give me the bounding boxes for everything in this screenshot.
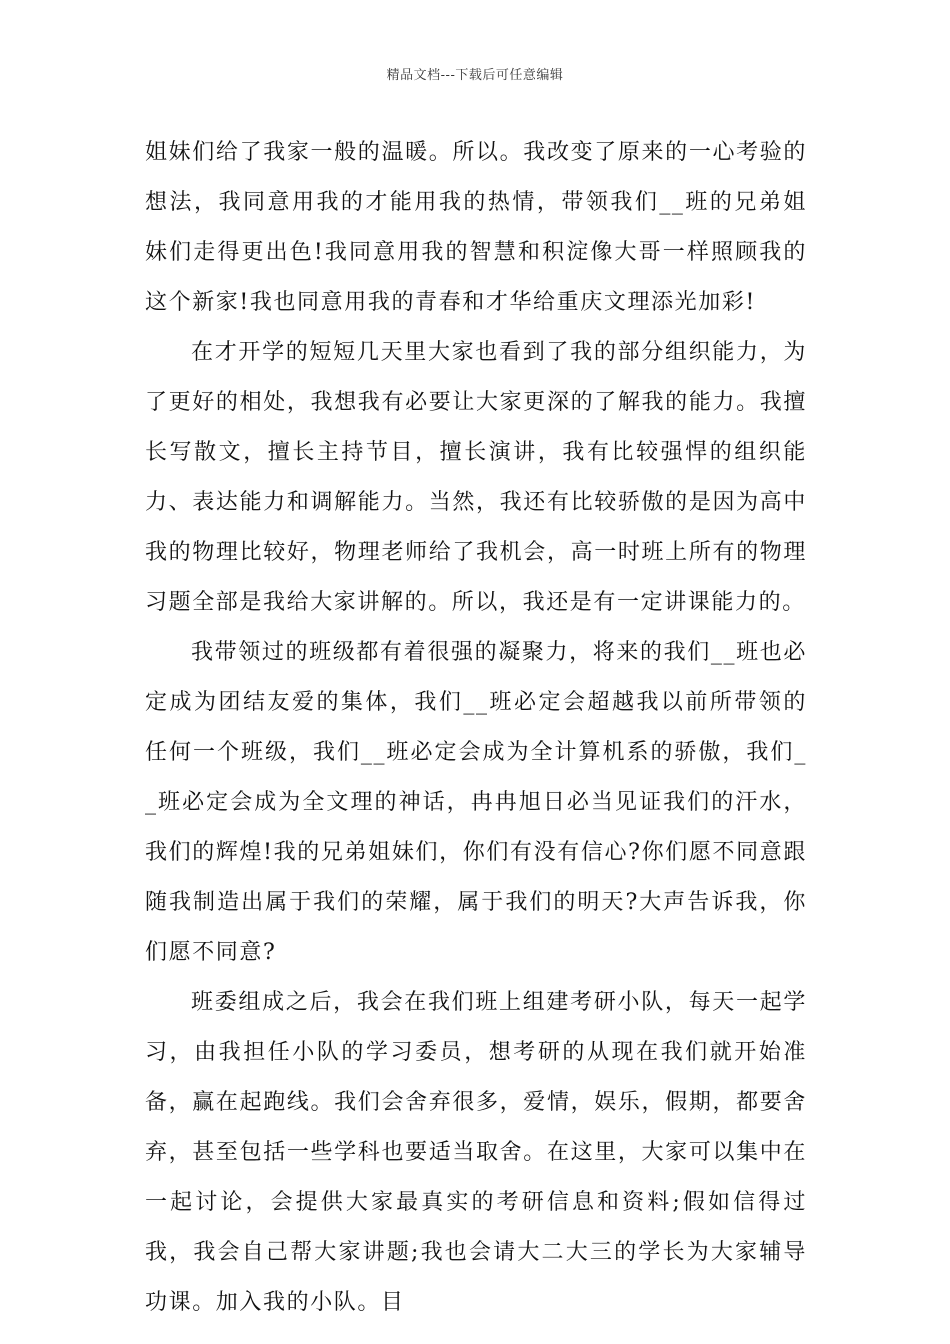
page-header: 精品文档---下载后可任意编辑 <box>386 68 564 83</box>
paragraph-class-cohesion: 我带领过的班级都有着很强的凝聚力，将来的我们__班也必定成为团结友爱的集体，我们__班必定会超越我以前所带领的任何一个班级，我们__班必定会成为全计算机系的骄傲，我们__班必定会成为全文理的神话，冉冉旭日必当见证我们的汗水，我们的辉煌!我的兄弟姐妹们，你们有没有信心?你们愿不同意跟随我制造出属于我们的荣耀，属于我们的明天?大声告诉我，你们愿不同意? <box>145 640 807 965</box>
paragraph-continuation: 姐妹们给了我家一般的温暖。所以。我改变了原来的一心考验的想法，我同意用我的才能用我的热情，带领我们__班的兄弟姐妹们走得更出色!我同意用我的智慧和积淀像大哥一样照顾我的这个新家!我也同意用我的青春和才华给重庆文理添光加彩! <box>145 140 807 315</box>
paragraph-abilities: 在才开学的短短几天里大家也看到了我的部分组织能力，为了更好的相处，我想我有必要让大家更深的了解我的能力。我擅长写散文，擅长主持节目，擅长演讲，我有比较强悍的组织能力、表达能力和调解能力。当然，我还有比较骄傲的是因为高中我的物理比较好，物理老师给了我机会，高一时班上所有的物理习题全部是我给大家讲解的。所以，我还是有一定讲课能力的。 <box>145 340 807 615</box>
document-body <box>145 128 807 1328</box>
paragraph-study-group: 班委组成之后，我会在我们班上组建考研小队，每天一起学习，由我担任小队的学习委员，想考研的从现在我们就开始准备，赢在起跑线。我们会舍弃很多，爱情，娱乐，假期，都要舍弃，甚至包括一些学科也要适当取舍。在这里，大家可以集中在一起讨论，会提供大家最真实的考研信息和资料;假如信得过我，我会自己帮大家讲题;我也会请大二大三的学长为大家辅导功课。加入我的小队。目 <box>145 990 807 1315</box>
